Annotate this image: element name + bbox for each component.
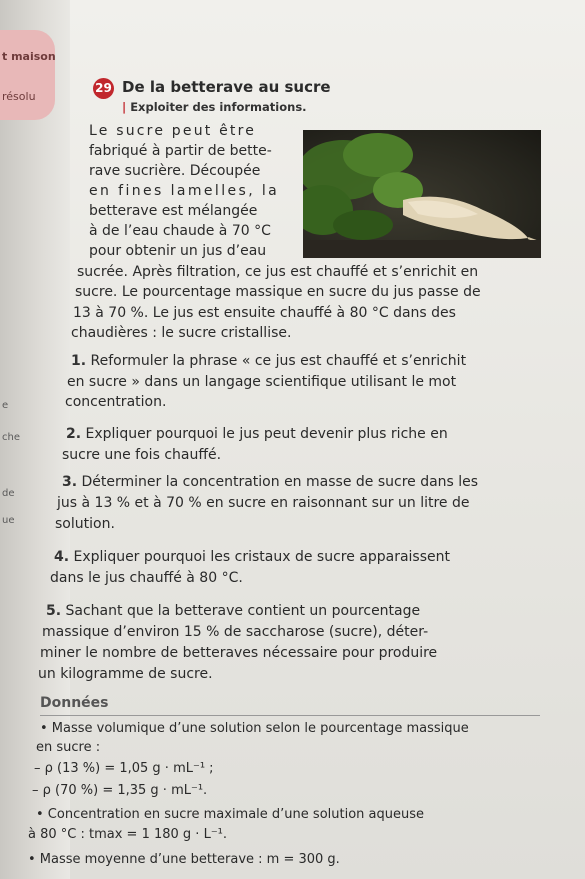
donnees-line: • Masse volumique d’une solution selon le pourcentage massique <box>40 721 469 736</box>
sugar-beet-icon <box>303 130 541 258</box>
donnees-title: Données <box>40 695 109 711</box>
question-3: 3. Déterminer la concentration en masse de sucre dans les <box>62 474 479 490</box>
question-5-line: miner le nombre de betteraves nécessaire pour produire <box>40 645 438 661</box>
sugar-beet-photo <box>303 130 541 258</box>
donnees-line: • Masse moyenne d’une betterave : m = 300 g. <box>28 852 340 867</box>
question-4-line: dans le jus chauffé à 80 °C. <box>50 570 243 586</box>
intro-line: en fines lamelles, la <box>89 183 280 199</box>
question-1-line: en sucre » dans un langage scientifique utilisant le mot <box>67 374 457 390</box>
intro-line: fabriqué à partir de bette- <box>89 143 272 159</box>
donnees-line: en sucre : <box>36 740 101 755</box>
question-3-line: jus à 13 % et à 70 % en sucre en raisonnant sur un litre de <box>57 495 470 511</box>
question-2-line: sucre une fois chauffé. <box>62 447 222 463</box>
donnees-line: • Concentration en sucre maximale d’une solution aqueuse <box>36 807 424 822</box>
intro-line: betterave est mélangée <box>89 203 258 219</box>
margin-fragment: résolu <box>2 90 36 103</box>
margin-fragment: de <box>2 488 15 499</box>
exercise-subtitle: | Exploiter des informations. <box>122 100 307 114</box>
margin-fragment: ue <box>2 515 15 526</box>
donnees-line: – ρ (70 %) = 1,35 g · mL⁻¹. <box>32 783 208 798</box>
intro-line: rave sucrière. Découpée <box>89 163 261 179</box>
question-5-line: un kilogramme de sucre. <box>38 666 213 682</box>
question-4: 4. Expliquer pourquoi les cristaux de sucre apparaissent <box>54 549 450 565</box>
intro-line: 13 à 70 %. Le jus est ensuite chauffé à 80 °C dans des <box>73 305 456 321</box>
question-5: 5. Sachant que la betterave contient un pourcentage <box>46 603 421 619</box>
question-1: 1. Reformuler la phrase « ce jus est chauffé et s’enrichit <box>71 353 467 369</box>
intro-line: à de l’eau chaude à 70 °C <box>89 223 271 239</box>
intro-line: chaudières : le sucre cristallise. <box>71 325 292 341</box>
exercise-number: 29 <box>93 78 114 99</box>
intro-line: sucre. Le pourcentage massique en sucre du jus passe de <box>75 284 481 300</box>
margin-fragment: che <box>2 432 20 443</box>
intro-line: Le sucre peut être <box>89 123 257 139</box>
divider <box>40 715 540 716</box>
donnees-line: à 80 °C : tmax = 1 180 g · L⁻¹. <box>28 827 228 842</box>
margin-tab <box>0 30 55 120</box>
intro-line: pour obtenir un jus d’eau <box>89 243 267 259</box>
margin-fragment: e <box>2 400 9 411</box>
intro-line: sucrée. Après filtration, ce jus est chauffé et s’enrichit en <box>77 264 479 280</box>
donnees-line: – ρ (13 %) = 1,05 g · mL⁻¹ ; <box>34 761 214 776</box>
exercise-title: De la betterave au sucre <box>122 78 331 96</box>
question-2: 2. Expliquer pourquoi le jus peut devenir plus riche en <box>66 426 448 442</box>
question-5-line: massique d’environ 15 % de saccharose (sucre), déter- <box>42 624 429 640</box>
margin-fragment: t maison <box>2 50 56 63</box>
subtitle-text: Exploiter des informations. <box>130 100 307 114</box>
question-1-line: concentration. <box>65 394 167 410</box>
question-3-line: solution. <box>55 516 115 532</box>
